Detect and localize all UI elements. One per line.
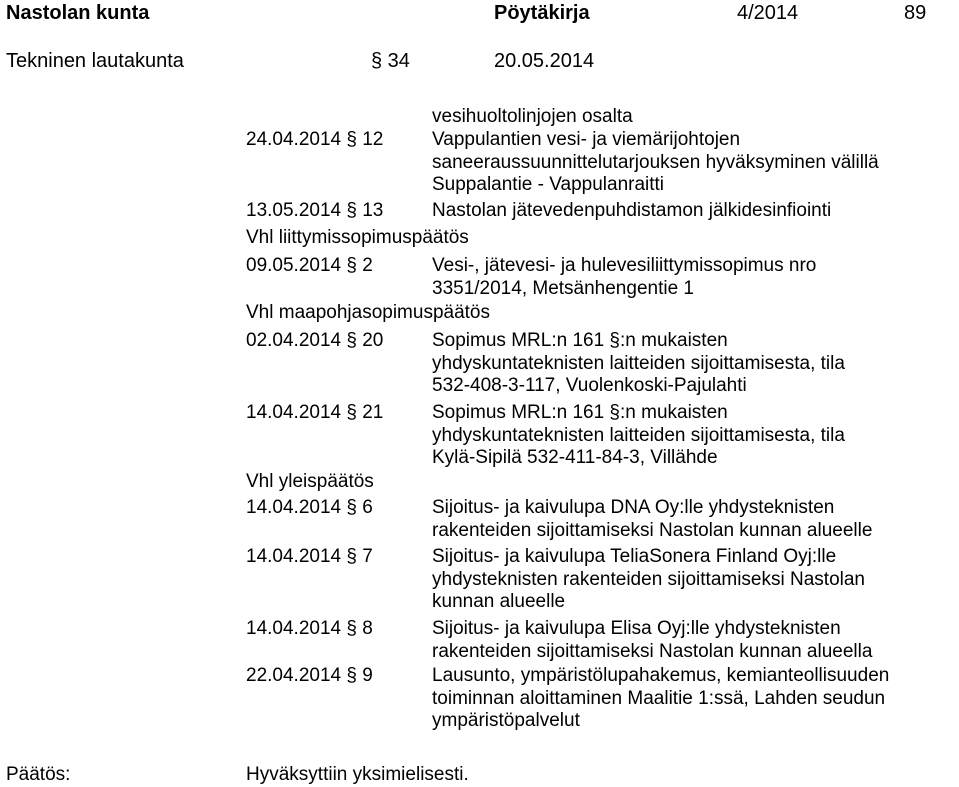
entry-text-line: yhdyskuntateknisten laitteiden sijoittamisesta, tila	[432, 352, 845, 374]
entry-text-line: rakenteiden sijoittamiseksi Nastolan kunnan alueelle	[432, 519, 873, 541]
entry-text	[432, 200, 831, 223]
entry-reference: 02.04.2014 § 20	[246, 330, 384, 351]
entry-text-line: Kylä-Sipilä 532-411-84-3, Villähde	[432, 447, 718, 469]
entry-text-line: rakenteiden sijoittamiseksi Nastolan kunnan alueella	[432, 640, 873, 662]
issue-number: 4/2014	[737, 2, 799, 24]
entry-text	[432, 618, 872, 663]
entry-text-line: Vappulantien vesi- ja viemärijohtojen	[432, 129, 741, 150]
entry-text-line: ympäristöpalvelut	[432, 710, 580, 732]
heading-yleispaatos: Vhl yleispäätös	[246, 471, 374, 492]
entry-text-line: Suppalantie - Vappulanraitti	[432, 174, 665, 196]
entry-text-line: saneeraussuunnittelutarjouksen hyväksyminen välillä	[432, 151, 879, 173]
entry-text-line: Sijoitus- ja kaivulupa DNA Oy:lle yhdysteknisten	[432, 497, 835, 518]
entry-text-line: kunnan alueelle	[432, 591, 566, 613]
entry-reference: 14.04.2014 § 21	[246, 402, 384, 423]
heading-maapohjasopimus: Vhl maapohjasopimuspäätös	[246, 302, 490, 323]
entry-text-line: Nastolan jätevedenpuhdistamon jälkidesinfiointi	[432, 200, 832, 221]
entry-text-line: Sopimus MRL:n 161 §:n mukaisten	[432, 330, 728, 351]
decision-text: Hyväksyttiin yksimielisesti.	[246, 764, 469, 785]
municipality-name: Nastolan kunta	[6, 2, 150, 24]
entry-text	[432, 330, 845, 398]
entry-text-line: toiminnan aloittaminen Maalitie 1:ssä, Lahden seudun	[432, 687, 886, 709]
document-type: Pöytäkirja	[494, 2, 590, 24]
intro-line: vesihuoltolinjojen osalta	[432, 106, 633, 127]
entry-reference: 24.04.2014 § 12	[246, 129, 384, 150]
entry-text	[432, 546, 865, 614]
entry-text-line: Sopimus MRL:n 161 §:n mukaisten	[432, 402, 728, 423]
entry-text-line: 3351/2014, Metsänhengentie 1	[432, 277, 694, 299]
entry-text	[432, 497, 872, 542]
entry-text	[432, 255, 816, 300]
entry-reference: 22.04.2014 § 9	[246, 665, 373, 686]
entry-text-line: yhdyskuntateknisten laitteiden sijoittamisesta, tila	[432, 424, 845, 446]
entry-reference: 09.05.2014 § 2	[246, 255, 373, 276]
entry-text-line: Sijoitus- ja kaivulupa Elisa Oyj:lle yhdysteknisten	[432, 618, 841, 639]
heading-liittymissopimus: Vhl liittymissopimuspäätös	[246, 227, 469, 248]
entry-text-line: Sijoitus- ja kaivulupa TeliaSonera Finland Oyj:lle	[432, 546, 837, 567]
decision-label: Päätös:	[6, 764, 71, 785]
entry-reference: 14.04.2014 § 6	[246, 497, 373, 518]
entry-text-line: 532-408-3-117, Vuolenkoski-Pajulahti	[432, 375, 747, 397]
entry-text-line: Vesi-, jätevesi- ja hulevesiliittymissopimus nro	[432, 255, 817, 276]
meeting-date: 20.05.2014	[494, 50, 595, 72]
entry-text-line: yhdysteknisten rakenteiden sijoittamiseksi Nastolan	[432, 568, 865, 590]
section-number: § 34	[371, 50, 410, 72]
entry-text	[432, 402, 845, 470]
entry-reference: 13.05.2014 § 13	[246, 200, 384, 221]
entry-text-line: Lausunto, ympäristölupahakemus, kemianteollisuuden	[432, 665, 890, 686]
committee-name: Tekninen lautakunta	[6, 50, 184, 72]
page-number: 89	[904, 2, 927, 24]
entry-text	[432, 665, 889, 733]
entry-text	[432, 129, 879, 197]
entry-reference: 14.04.2014 § 7	[246, 546, 373, 567]
entry-reference: 14.04.2014 § 8	[246, 618, 373, 639]
